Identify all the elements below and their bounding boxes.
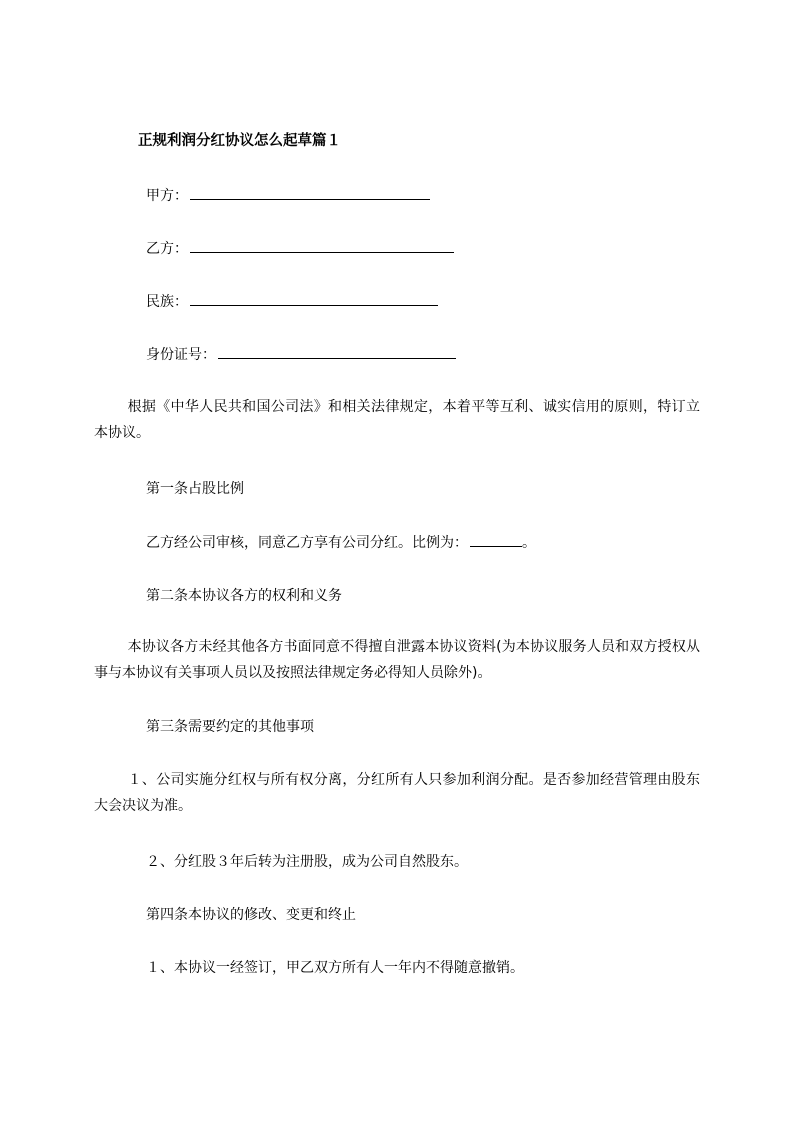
id-number-blank[interactable] — [218, 346, 456, 359]
article3-heading: 第三条需要约定的其他事项 — [146, 719, 314, 735]
party-b-label: 乙方： — [146, 241, 188, 257]
article3-item2: ２、分红股３年后转为注册股，成为公司自然股东。 — [146, 854, 468, 870]
intro-paragraph: 根据《中华人民共和国公司法》和相关法律规定，本着平等互利、诚实信用的原则，特订立本协议。 — [94, 399, 700, 441]
article1-text — [146, 533, 536, 553]
party-a-label: 甲方： — [146, 188, 188, 204]
article2-paragraph: 本协议各方未经其他各方书面同意不得擅自泄露本协议资料(为本协议服务人员和双方授权从事与本协议有关事项人员以及按照法律规定务必得知人员除外)。 — [94, 639, 700, 681]
id-number-label: 身份证号： — [146, 347, 216, 363]
party-a-blank[interactable] — [190, 187, 430, 200]
article1-text-after: 。 — [522, 535, 536, 551]
article4-heading: 第四条本协议的修改、变更和终止 — [146, 907, 356, 923]
id-number-field — [146, 345, 456, 365]
article2-heading: 第二条本协议各方的权利和义务 — [146, 588, 342, 604]
document-title: 正规利润分红协议怎么起草篇１ — [138, 133, 341, 149]
ethnicity-blank[interactable] — [190, 293, 438, 306]
party-b-field — [146, 239, 454, 259]
article4-item1: １、本协议一经签订，甲乙双方所有人一年内不得随意撤销。 — [146, 960, 524, 976]
party-a-field — [146, 186, 430, 206]
ethnicity-label: 民族： — [146, 294, 188, 310]
ratio-blank[interactable] — [470, 534, 522, 547]
article3-item1: １、公司实施分红权与所有权分离，分红所有人只参加利润分配。是否参加经营管理由股东大会决议为准。 — [94, 772, 700, 814]
party-b-blank[interactable] — [190, 240, 454, 253]
ethnicity-field — [146, 292, 438, 312]
article1-text-before: 乙方经公司审核，同意乙方享有公司分红。比例为： — [146, 535, 468, 551]
article1-heading: 第一条占股比例 — [146, 481, 244, 497]
